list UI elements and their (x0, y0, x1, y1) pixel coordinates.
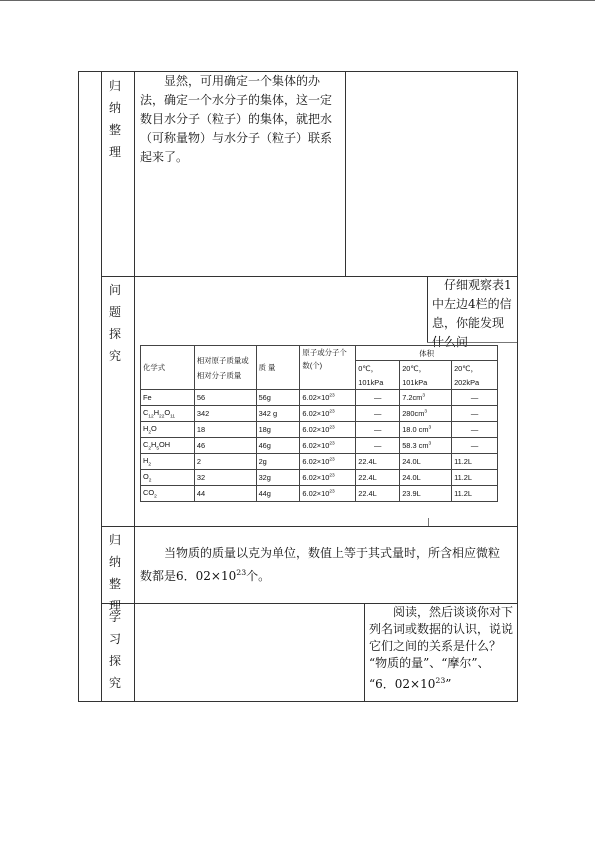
cell-formula: $C_{12}H_{22}O_{11}$ (141, 406, 195, 422)
table-row (141, 406, 498, 422)
cell-count: $6.02\times 10^{23}$ (300, 406, 356, 422)
cell-relative-mass: 342 (194, 406, 256, 422)
cell-volume-20c-101kpa: 24.0L (400, 470, 452, 486)
table-row (141, 454, 498, 470)
cell-count: $6.02\times 10^{23}$ (300, 390, 356, 406)
table-row (141, 470, 498, 486)
header-count: 原子或分子个数(个) (300, 346, 356, 390)
table-row (141, 422, 498, 438)
cell-volume-20c-101kpa: 58.3 $cm^3$ (400, 438, 452, 454)
cell-volume-20c-202kpa: 11.2L (452, 454, 498, 470)
section-1-summary-text: 显然，可用确定一个集体的办法，确定一个水分子的集体，这一定数目水分子（粒子）的集体，就把水（可称量物）与水分子（粒子）联系起来了。 (140, 74, 333, 164)
cell-mass: 46g (256, 438, 300, 454)
table-header-row (141, 346, 498, 361)
cell-volume-0c-101kpa: — (356, 406, 400, 422)
cell-volume-20c-101kpa: 24.0L (400, 454, 452, 470)
cell-formula: $H_2O$ (141, 422, 195, 438)
cell-count: $6.02\times 10^{23}$ (300, 470, 356, 486)
cell-mass: 32g (256, 470, 300, 486)
section-2-label: 问 题 探 究 (108, 283, 121, 363)
cell-count: $6.02\times 10^{23}$ (300, 438, 356, 454)
section-4-quote-line-1: “物质的量”、“摩尔”、 (369, 656, 490, 670)
page-header-rule (0, 0, 595, 1)
cell-mass: 44g (256, 486, 300, 502)
header-formula: 化学式 (141, 346, 195, 390)
cell-count: $6.02\times 10^{23}$ (300, 454, 356, 470)
cell-count: $6.02\times 10^{23}$ (300, 486, 356, 502)
cell-volume-20c-202kpa: 11.2L (452, 486, 498, 502)
section-1-label: 归 纳 整 理 (108, 79, 121, 159)
header-mass: 质 量 (256, 346, 300, 390)
cell-formula: $C_2H_5OH$ (141, 438, 195, 454)
section-4-quote-line-2: “6．$02\times 10^{23}$” (369, 676, 452, 691)
table-row (141, 486, 498, 502)
header-cond-2a: 20℃， (400, 361, 452, 376)
cell-volume-0c-101kpa: 22.4L (356, 470, 400, 486)
header-cond-2b: 101kPa (400, 375, 452, 390)
cell-relative-mass: 2 (194, 454, 256, 470)
cell-volume-20c-101kpa: $280cm^3$ (400, 406, 452, 422)
cell-mass: 18g (256, 422, 300, 438)
cell-mass: 342 g (256, 406, 300, 422)
header-cond-3b: 202kPa (452, 375, 498, 390)
cell-volume-20c-202kpa: — (452, 422, 498, 438)
substance-data-table (140, 345, 498, 502)
cell-volume-20c-202kpa: 11.2L (452, 470, 498, 486)
cell-volume-0c-101kpa: 22.4L (356, 486, 400, 502)
cell-volume-0c-101kpa: — (356, 438, 400, 454)
cell-relative-mass: 56 (194, 390, 256, 406)
cell-volume-20c-101kpa: $7.2cm^3$ (400, 390, 452, 406)
header-cond-1a: 0℃， (356, 361, 400, 376)
cell-volume-0c-101kpa: — (356, 422, 400, 438)
table-row (141, 390, 498, 406)
cell-relative-mass: 44 (194, 486, 256, 502)
section-4-reading-text: 阅读，然后谈谈你对下列名词或数据的认识，说说它们之间的关系是什么？ “物质的量”、“摩尔”、 “6．$02\times 10^{23}$” (369, 605, 514, 691)
section-2-question-text: 仔细观察表1中左边4栏的信息，你能发现什么问 (432, 278, 512, 349)
header-relative-mass: 相对原子质量或相对分子质量 (194, 346, 256, 390)
cell-relative-mass: 46 (194, 438, 256, 454)
cell-formula: $H_2$ (141, 454, 195, 470)
cell-volume-20c-202kpa: — (452, 438, 498, 454)
cell-volume-20c-101kpa: 18.0 $cm^3$ (400, 422, 452, 438)
cell-formula: Fe (141, 390, 195, 406)
cell-volume-20c-202kpa: — (452, 406, 498, 422)
cell-formula: $CO_2$ (141, 486, 195, 502)
header-cond-1b: 101kPa (356, 375, 400, 390)
cell-relative-mass: 18 (194, 422, 256, 438)
cell-relative-mass: 32 (194, 470, 256, 486)
cell-mass: 56g (256, 390, 300, 406)
cell-volume-0c-101kpa: — (356, 390, 400, 406)
cell-formula: $O_2$ (141, 470, 195, 486)
section-4-label: 学 习 探 究 (108, 610, 121, 690)
table-row (141, 438, 498, 454)
cell-volume-0c-101kpa: 22.4L (356, 454, 400, 470)
cell-volume-20c-202kpa: — (452, 390, 498, 406)
header-cond-3a: 20℃， (452, 361, 498, 376)
section-3-label: 归 纳 整 理 (108, 533, 121, 613)
cell-volume-20c-101kpa: 23.9L (400, 486, 452, 502)
section-3-summary-text: 当物质的质量以克为单位，数值上等于其式量时，所含相应微粒数都是6．$02\times 10^{23}$个。 (140, 546, 501, 583)
header-volume: 体积 (356, 346, 498, 361)
cell-mass: 2g (256, 454, 300, 470)
cell-count: $6.02\times 10^{23}$ (300, 422, 356, 438)
